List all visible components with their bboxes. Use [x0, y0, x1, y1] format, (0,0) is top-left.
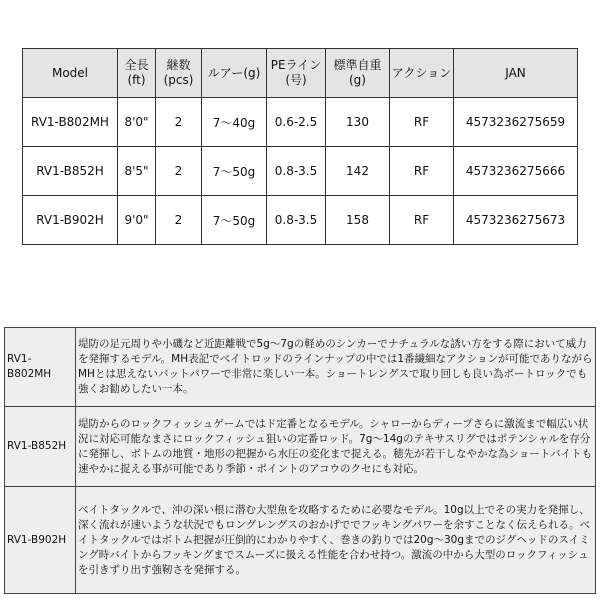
table-cell: 8'5": [118, 147, 156, 196]
table-cell: 0.8-3.5: [267, 196, 326, 245]
column-header-line: (g): [349, 73, 366, 87]
table-cell: 130: [326, 98, 390, 147]
column-header-line: ルアー(g): [207, 65, 261, 80]
column-header-line: PEライン: [270, 58, 322, 72]
table-cell: RV1-B802MH: [23, 98, 118, 147]
description-text: 堤防の足元周りや小磯など近距離戦で5g～7gの軽めのシンカーでナチュラルな誘い方をする際において威力を発揮するモデル。MH表記でベイトロッドのラインナップの中では1番繊細なアクションが可能でありながらMHとは思えないバットパワーで非常に楽しい一本。ショートレングスで取り回しも良い為ボートロックでも強くお勧めしたい一本。: [76, 328, 596, 407]
table-cell: 8'0": [118, 98, 156, 147]
column-header-line: (pcs): [163, 73, 194, 87]
table-row: [23, 98, 578, 147]
table-cell: 0.6-2.5: [267, 98, 326, 147]
table-cell: 2: [156, 196, 202, 245]
column-header: [390, 49, 454, 98]
column-header-line: JAN: [505, 65, 526, 80]
table-cell: RF: [390, 98, 454, 147]
table-cell: 4573236275659: [454, 98, 578, 147]
table-cell: 2: [156, 147, 202, 196]
column-header: [267, 49, 326, 98]
table-cell: 7～40g: [202, 98, 267, 147]
table-cell: RF: [390, 147, 454, 196]
table-cell: 4573236275673: [454, 196, 578, 245]
column-header: [454, 49, 578, 98]
table-cell: 7～50g: [202, 196, 267, 245]
spec-header-row: [23, 49, 578, 98]
column-header: [23, 49, 118, 98]
table-cell: 142: [326, 147, 390, 196]
column-header-line: アクション: [391, 65, 452, 80]
table-cell: 158: [326, 196, 390, 245]
description-row: [5, 487, 596, 594]
spec-table: [22, 48, 578, 245]
table-cell: RV1-B902H: [23, 196, 118, 245]
table-cell: RF: [390, 196, 454, 245]
description-model: RV1-B902H: [5, 487, 76, 594]
column-header: [156, 49, 202, 98]
table-cell: 0.8-3.5: [267, 147, 326, 196]
column-header: [202, 49, 267, 98]
table-row: [23, 147, 578, 196]
column-header-line: (号): [285, 73, 307, 87]
column-header-line: Model: [51, 65, 89, 80]
table-cell: 2: [156, 98, 202, 147]
description-table: [4, 327, 596, 594]
column-header-line: (ft): [127, 73, 146, 87]
description-model: RV1-B852H: [5, 407, 76, 487]
table-row: [23, 196, 578, 245]
description-model: RV1-B802MH: [5, 328, 76, 407]
table-cell: RV1-B852H: [23, 147, 118, 196]
table-cell: 4573236275666: [454, 147, 578, 196]
description-row: [5, 407, 596, 487]
column-header: [326, 49, 390, 98]
table-cell: 9'0": [118, 196, 156, 245]
description-text: 堤防からのロックフィッシュゲームではド定番となるモデル。シャローからディープさらに激流まで幅広い状況に対応可能なまさにロックフィッシュ狙いの定番ロッド。7g～14gのテキサスリグではポテンシャルを存分に発揮し、ボトムの地質・地形の把握から水圧の変化まで捉える。穂先が若干しなやかな為ショートバイトも速やかに捉える事が可能であり季節・ポイントのアコウのクセにも対応。: [76, 407, 596, 487]
description-row: [5, 328, 596, 407]
column-header-line: 標準自重: [333, 58, 382, 72]
column-header: [118, 49, 156, 98]
column-header-line: 継数: [166, 58, 191, 72]
table-cell: 7～50g: [202, 147, 267, 196]
column-header-line: 全長: [124, 58, 149, 72]
description-text: ベイトタックルで、沖の深い根に潜む大型魚を攻略するために必要なモデル。10g以上でその実力を発揮し、深く流れが速いような状況でもロングレングスのおかげででフッキングパワーを余すことなく伝えられる。ベイトタックルではボトム把握が圧倒的にわかりやすく、巻きの釣りでは20g～30gまでのジグヘッドのスイミング時バイトからフッキングまでスムーズに扱える性能を合わせ持つ。激流の中から大型のロックフィッシュを引きずり出す強靭さを発揮する。: [76, 487, 596, 594]
